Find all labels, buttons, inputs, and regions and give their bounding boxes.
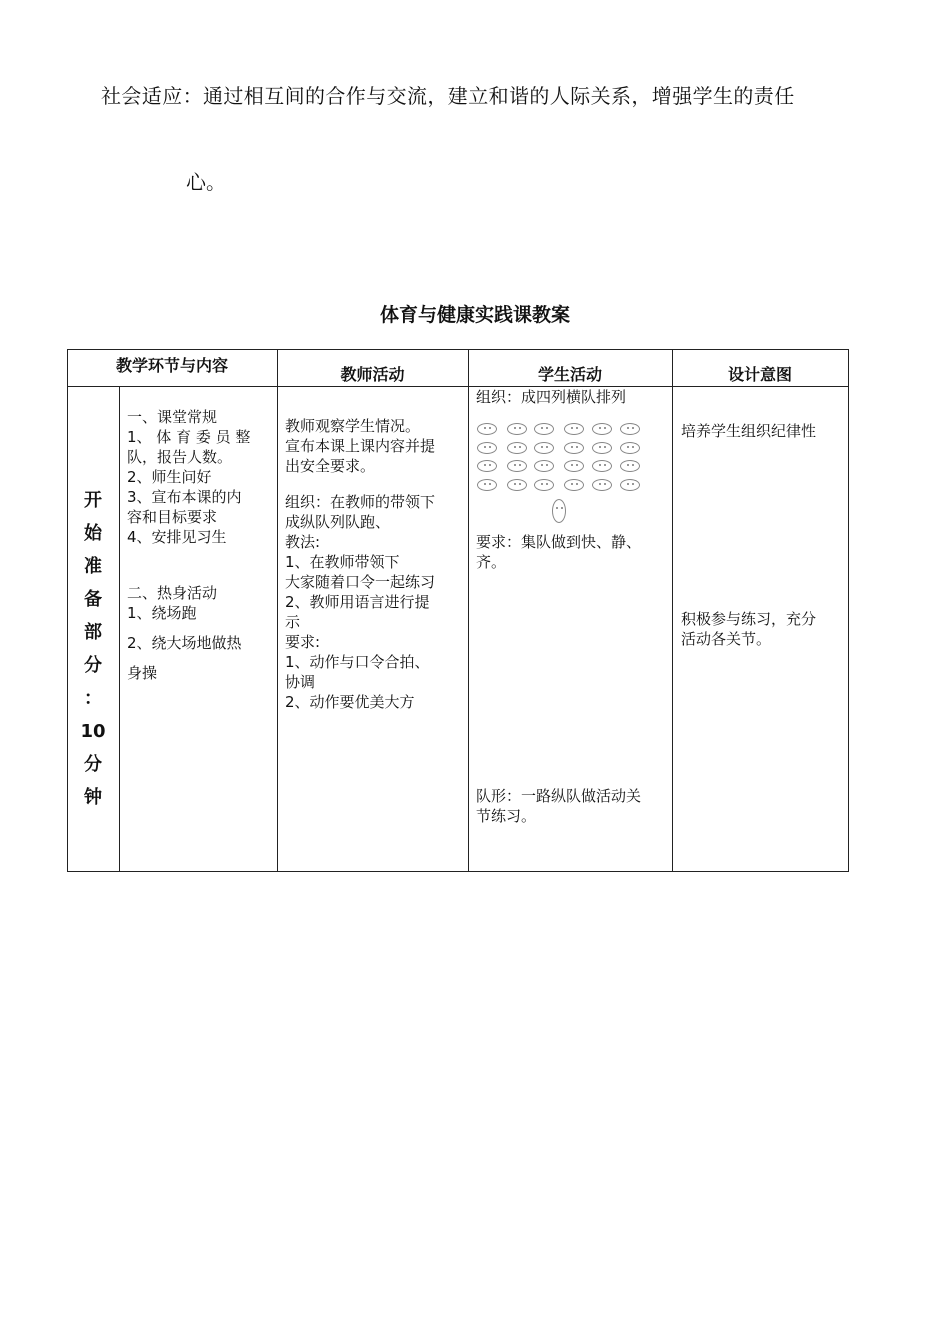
document-title: 体育与健康实践课教案 [379, 304, 570, 326]
section-char: 分 [84, 754, 102, 775]
intent-line: 积极参与练习，充分 [681, 610, 817, 628]
section-char: 备 [84, 589, 102, 610]
content-line: 身操 [127, 664, 158, 682]
section-char: 开 [84, 490, 102, 511]
student-formation [476, 786, 670, 826]
table-border-bottom [67, 871, 849, 872]
student-icon [477, 423, 497, 435]
student-requirements [476, 532, 670, 572]
student-line: 队形：一路纵队做活动关 [476, 787, 642, 805]
content-line: 容和目标要求 [127, 508, 218, 526]
formation-diagram [477, 423, 657, 527]
teacher-cell [285, 416, 465, 712]
teacher-line: 教师观察学生情况。 [285, 417, 421, 435]
header-student: 学生活动 [537, 365, 602, 384]
content-line: 1、绕场跑 [127, 604, 197, 622]
section-char: 准 [84, 556, 102, 577]
column-divider-3 [672, 349, 673, 872]
student-icon [507, 442, 527, 454]
section-char: 始 [84, 523, 102, 544]
content-line: 一、课堂常规 [127, 408, 218, 426]
teacher-line: 出安全要求。 [285, 457, 376, 475]
student-icon [534, 460, 554, 472]
teacher-line: 要求: [285, 633, 321, 651]
student-icon [507, 460, 527, 472]
content-line: 二、热身活动 [127, 584, 218, 602]
student-icon [477, 460, 497, 472]
student-icon [620, 423, 640, 435]
student-icon [564, 442, 584, 454]
teacher-line: 1、在教师带领下 [285, 553, 400, 571]
teacher-line: 大家随着口令一起练习 [285, 573, 436, 591]
content-line: 3、宣布本课的内 [127, 488, 242, 506]
teacher-line: 宣布本课上课内容并提 [285, 437, 436, 455]
lesson-plan-table [67, 349, 849, 872]
student-icon [534, 479, 554, 491]
intent-line: 活动各关节。 [681, 630, 772, 648]
student-icon [620, 442, 640, 454]
student-icon [592, 479, 612, 491]
content-line: 2、师生问好 [127, 468, 212, 486]
table-border-right [848, 349, 849, 872]
column-divider-2 [468, 349, 469, 872]
student-icon [592, 460, 612, 472]
section-char: ： [84, 688, 102, 709]
header-teacher: 教师活动 [340, 365, 405, 384]
teacher-line: 教法: [285, 533, 321, 551]
student-icon [620, 460, 640, 472]
student-line: 要求：集队做到快、静、 [476, 533, 642, 551]
intro-line-1: 社会适应：通过相互间的合作与交流，建立和谐的人际关系，增强学生的责任 [101, 84, 795, 108]
column-divider-1 [277, 349, 278, 872]
student-icon [507, 479, 527, 491]
student-icon [477, 479, 497, 491]
teacher-line: 2、动作要优美大方 [285, 693, 415, 711]
intro-line-2: 心。 [186, 170, 226, 194]
student-line: 节练习。 [476, 807, 537, 825]
student-icon [477, 442, 497, 454]
section-label [75, 484, 111, 814]
section-divider [119, 386, 120, 872]
section-char: 10 [80, 721, 106, 742]
intent-participation [681, 609, 845, 649]
content-line: 2、绕大场地做热 [127, 634, 242, 652]
content-line: 4、安排见习生 [127, 528, 227, 546]
teacher-line: 2、教师用语言进行提 [285, 593, 430, 611]
teacher-line: 协调 [285, 673, 316, 691]
student-icon [534, 442, 554, 454]
student-line: 齐。 [476, 553, 507, 571]
section-char: 分 [84, 655, 102, 676]
teacher-line: 组织：在教师的带领下 [285, 493, 436, 511]
student-icon [507, 423, 527, 435]
table-border-top [67, 349, 849, 350]
student-icon [620, 479, 640, 491]
teacher-line: 示 [285, 613, 301, 631]
content-line: 1、 体 育 委 员 整 [127, 428, 251, 446]
student-icon [592, 442, 612, 454]
content-line: 队，报告人数。 [127, 448, 233, 466]
header-intent: 设计意图 [727, 365, 792, 384]
teacher-line: 成纵队列队跑、 [285, 513, 391, 531]
intent-discipline: 培养学生组织纪律性 [681, 422, 817, 440]
teacher-icon [552, 499, 566, 523]
header-content: 教学环节与内容 [115, 356, 228, 375]
student-icon [564, 460, 584, 472]
header-divider [67, 386, 849, 387]
teacher-line: 1、动作与口令合拍、 [285, 653, 430, 671]
section-char: 部 [84, 622, 102, 643]
section-char: 钟 [84, 787, 102, 808]
student-icon [564, 479, 584, 491]
student-organization: 组织：成四列横队排列 [476, 388, 627, 406]
content-cell [127, 407, 271, 683]
table-border-left [67, 349, 68, 872]
student-icon [592, 423, 612, 435]
student-icon [534, 423, 554, 435]
student-icon [564, 423, 584, 435]
